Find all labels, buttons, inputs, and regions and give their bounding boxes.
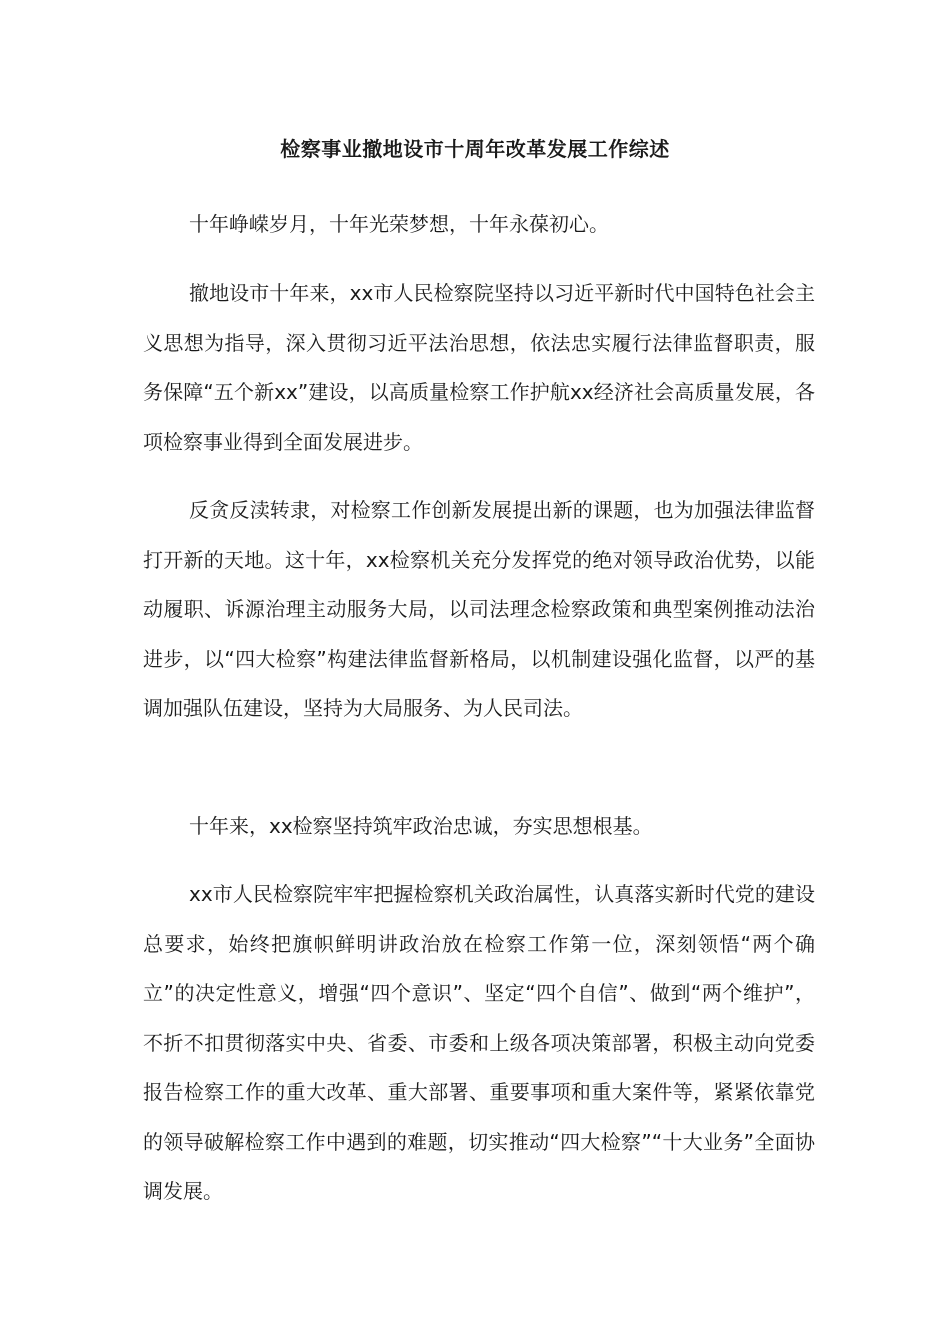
paragraph-4: 十年来，xx检察坚持筑牢政治忠诚，夯实思想根基。 [189,814,653,838]
document-title: 检察事业撤地设市十周年改革发展工作综述 [280,137,670,161]
paragraph-2: 撤地设市十年来，xx市人民检察院坚持以习近平新时代中国特色社会主义思想为指导，深入贯彻习近平法治思想，依法忠实履行法律监督职责，服务保障“五个新xx”建设，以高质量检察工作护航xx经济社会高质量发展，各项检察事业得到全面发展进步。 [143,281,815,454]
paragraph-3: 反贪反渎转隶，对检察工作创新发展提出新的课题，也为加强法律监督打开新的天地。这十年，xx检察机关充分发挥党的绝对领导政治优势，以能动履职、诉源治理主动服务大局，以司法理念检察政策和典型案例推动法治进步，以“四大检察”构建法律监督新格局，以机制建设强化监督，以严的基调加强队伍建设，坚持为大局服务、为人民司法。 [143,498,815,720]
paragraph-5: xx市人民检察院牢牢把握检察机关政治属性，认真落实新时代党的建设总要求，始终把旗帜鲜明讲政治放在检察工作第一位，深刻领悟“两个确立”的决定性意义，增强“四个意识”、坚定“四个自信”、做到“两个维护”，不折不扣贯彻落实中央、省委、市委和上级各项决策部署，积极主动向党委报告检察工作的重大改革、重大部署、重要事项和重大案件等，紧紧依靠党的领导破解检察工作中遇到的难题，切实推动“四大检察”“十大业务”全面协调发展。 [143,882,815,1203]
paragraph-1: 十年峥嵘岁月，十年光荣梦想，十年永葆初心。 [189,212,609,236]
